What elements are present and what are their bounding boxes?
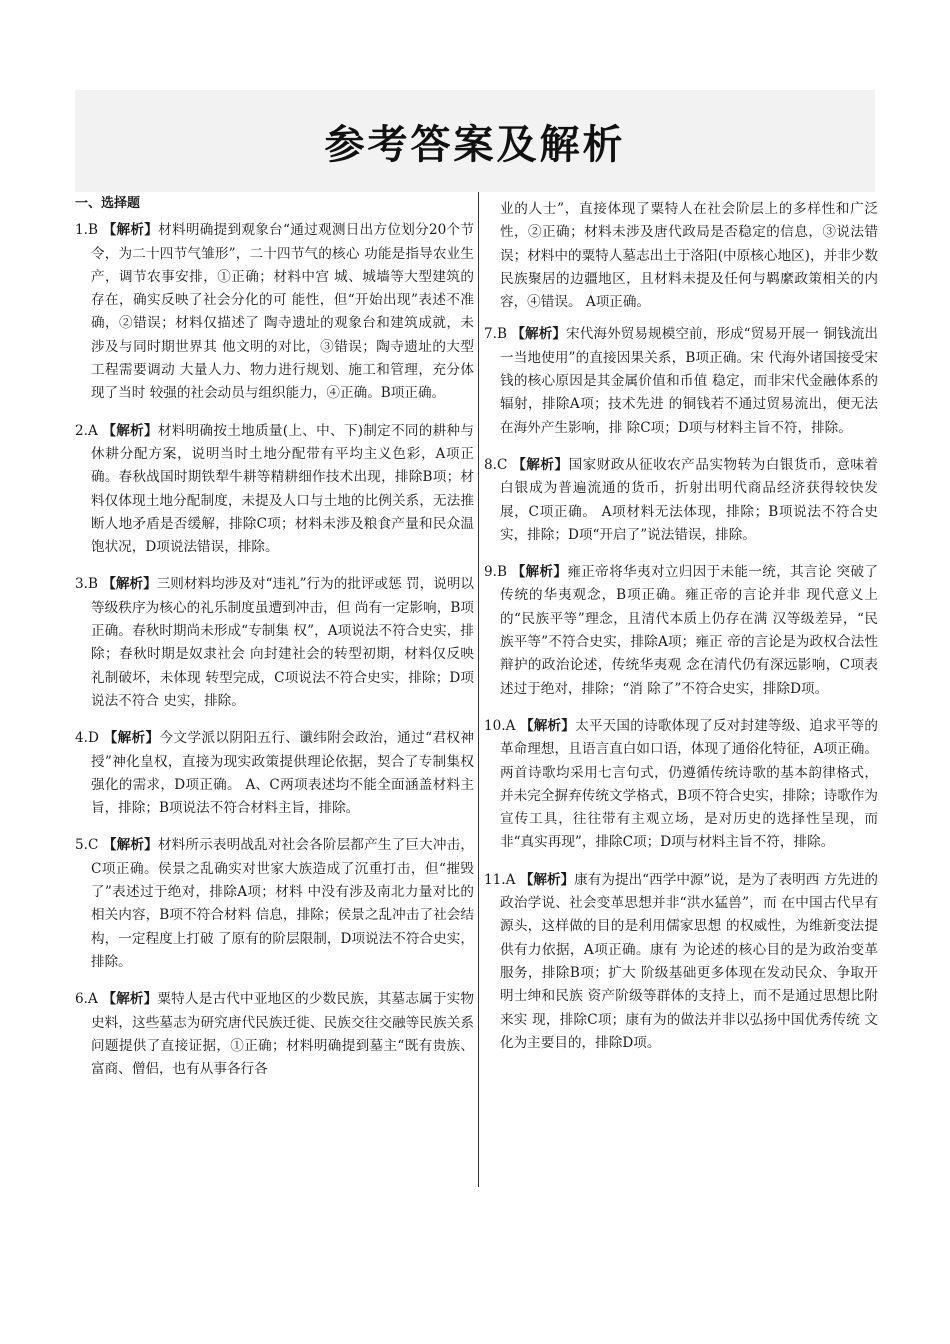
answer-9 — [484, 561, 878, 701]
answer-4 — [75, 727, 474, 820]
answer-number: 8.C — [484, 456, 508, 473]
answer-body: 国家财政从征收农产品实物转为白银货币，意味着白银成为普遍流通的货币，折射出明代商品经济获得较快发展，C项正确。 A项材料无法体现，排除；B项说法不符合史实，排除；D项“开启了”说法错误，排除。 — [500, 456, 879, 543]
answer-body: 材料所示表明战乱对社会各阶层都产生了巨大冲击，C项正确。侯景之乱确实对世家大族造成了沉重打击，但“摧毁了”表述过于绝对，排除A项；材料 中没有涉及南北力量对比的相关内容，B项不符合材料 信息，排除；侯景之乱冲击了社会结构，一定程度上打破 了原有的阶层限制，D项说法不符合史实，排除。 — [91, 837, 475, 970]
answer-body: 康有为提出“西学中源”说，是为了表明西 方先进的政治学说、社会变革思想并非“洪水猛兽”，而 在中国古代早有源头，这样做的目的是利用儒家思想 的权威性，为维新变法提供有力依据，A项正确。康有 为论述的核心目的是为政治变革服务，排除B项；扩大 阶级基础更多体现在发动民众、争取开明士绅和民族 资产阶级等群体的支持上，而不是通过思想比附来实 现，排除C项；康有为的做法并非以弘扬中国优秀传统 文化为主要目的，排除D项。 — [500, 871, 879, 1051]
column-divider — [478, 192, 479, 1187]
answer-body: 三则材料均涉及对“违礼”行为的批评或惩 罚，说明以等级秩序为核心的礼乐制度虽遭到冲击，但 尚有一定影响，B项正确。春秋时期尚未形成“专制集 权”，A项说法不符合史实，排除；春秋时期是奴隶社会 向封建社会的转型初期，材料仅反映礼制破坏，未体现 转型完成，C项说法不符合史实，排除；D项说法不符合 史实，排除。 — [91, 576, 475, 709]
answer-number: 2.A — [75, 422, 98, 439]
answer-number: 3.B — [75, 576, 98, 593]
answer-number: 10.A — [484, 717, 516, 734]
answer-body: 雍正帝将华夷对立归因于未能一统，其言论 突破了传统的华夷观念，B项正确。雍正帝的言论并非 现代意义上的“民族平等”理念，且清代本质上仍存在满 汉等级差异，“民族平等”不符合史实，排除A项；雍正 帝的言论是为政权合法性辩护的政治论述，传统华夷观 念在清代仍有深远影响，C项表述过于绝对，排除；“消 除了”不符合史实，排除D项。 — [500, 564, 878, 697]
page-title: 参考答案及解析 — [324, 121, 626, 168]
answer-body: 业的人士”，直接体现了粟特人在社会阶层上的多样性和广泛性，②正确；材料未涉及唐代政局是否稳定的信息，③说法错误；材料中的粟特人墓志出土于洛阳(中原核心地区)，并非少数民族聚居的边疆地区，且材料未提及任何与羁縻政策相关的内容，④错误。 A项正确。 — [500, 201, 878, 311]
answer-2 — [75, 420, 474, 560]
answer-number: 5.C — [75, 837, 99, 854]
answer-5 — [75, 834, 474, 974]
answer-body: 粟特人是古代中亚地区的少数民族，其墓志属于实物史料，这些墓志为研究唐代民族迁徙、民族交往交融等民族关系问题提供了直接证据，①正确；材料明确提到墓主“既有贵族、富商、僧侣，也有从事各行各 — [91, 991, 475, 1078]
answer-number: 11.A — [484, 871, 516, 888]
answer-body: 材料明确按土地质量(上、中、下)制定不同的耕种与休耕分配方案，说明当时土地分配带有平均主义色彩，A项正确。春秋战国时期铁犁牛耕等精耕细作技术出现，排除B项；材料仅体现土地分配制度，未提及人口与土地的比例关系，无法推断人地矛盾是否缓解，排除C项；材料未涉及粮食产量和民众温饱状况，D项说法错误，排除。 — [91, 422, 475, 556]
answer-7 — [484, 323, 878, 439]
answer-number: 1.B — [75, 222, 98, 239]
analysis-tag: 【解析】 — [512, 456, 569, 473]
answer-number: 9.B — [484, 564, 507, 581]
analysis-tag: 【解析】 — [103, 730, 160, 747]
section-title: 一、选择题 — [75, 196, 141, 211]
answer-number: 4.D — [75, 730, 99, 747]
answer-number: 6.A — [75, 991, 98, 1008]
answer-body: 宋代海外贸易规模空前，形成“贸易开展一 铜钱流出一当地使用”的直接因果关系，B项正确。宋 代海外诸国接受宋钱的核心原因是其金属价值和币值 稳定，而非宋代金融体系的辐射，排除A项；技术先进 的铜钱若不通过贸易流出，便无法在海外产生影响，排 除C项；D项与材料主旨不符，排除。 — [500, 326, 879, 436]
right-column — [484, 198, 878, 1069]
answer-3 — [75, 573, 474, 713]
left-column — [75, 192, 474, 1095]
analysis-tag: 【解析】 — [102, 222, 159, 239]
answer-8 — [484, 454, 878, 547]
title-banner — [75, 90, 875, 192]
answer-6 — [75, 988, 474, 1081]
answer-11 — [484, 869, 878, 1055]
answer-body: 材料明确提到观象台“通过观测日出方位划分20个节令，为二十四节气雏形”，二十四节气的核心 功能是指导农业生产，调节农事安排，①正确；材料中宫 城、城墙等大型建筑的存在，确实反映了社会分化的可 能性，但“开始出现”表述不准确，②错误；材料仅描述了 陶寺遗址的观象台和建筑成就，未涉及与同时期世界其 他文明的对比，③错误；陶寺遗址的大型工程需要调动 大量人力、物力进行规划、施工和管理，充分体现了当时 较强的社会动员与组织能力，④正确。B项正确。 — [91, 222, 475, 402]
analysis-tag: 【解析】 — [102, 422, 158, 439]
answer-body: 今文学派以阴阳五行、谶纬附会政治，通过“君权神授”神化皇权，直接为现实政策提供理论依据，契合了专制集权强化的需求，D项正确。 A、C两项表述均不能全面涵盖材料主旨，排除；B项说法不符合材料主旨，排除。 — [91, 730, 475, 817]
analysis-tag: 【解析】 — [519, 717, 576, 734]
analysis-tag: 【解析】 — [511, 564, 568, 581]
analysis-tag: 【解析】 — [102, 576, 157, 593]
analysis-tag: 【解析】 — [102, 837, 158, 854]
answer-6-continued — [484, 198, 878, 314]
analysis-tag: 【解析】 — [519, 871, 575, 888]
answer-1 — [75, 219, 474, 405]
answer-body: 太平天国的诗歌体现了反对封建等级、追求平等的革命理想，且语言直白如口语，体现了通俗化特征，A项正确。两首诗歌均采用七言句式，仍遵循传统诗歌的基本韵律格式，并未完全摒弃传统文学格式，B项不符合史实，排除；诗歌作为宣传工具，往往带有主观立场，是对历史的选择性呈现，而非“真实再现”，排除C项；D项与材料主旨不符，排除。 — [500, 717, 879, 851]
answer-number: 7.B — [484, 326, 507, 343]
answer-10 — [484, 715, 878, 855]
analysis-tag: 【解析】 — [511, 326, 567, 343]
analysis-tag: 【解析】 — [102, 991, 158, 1008]
